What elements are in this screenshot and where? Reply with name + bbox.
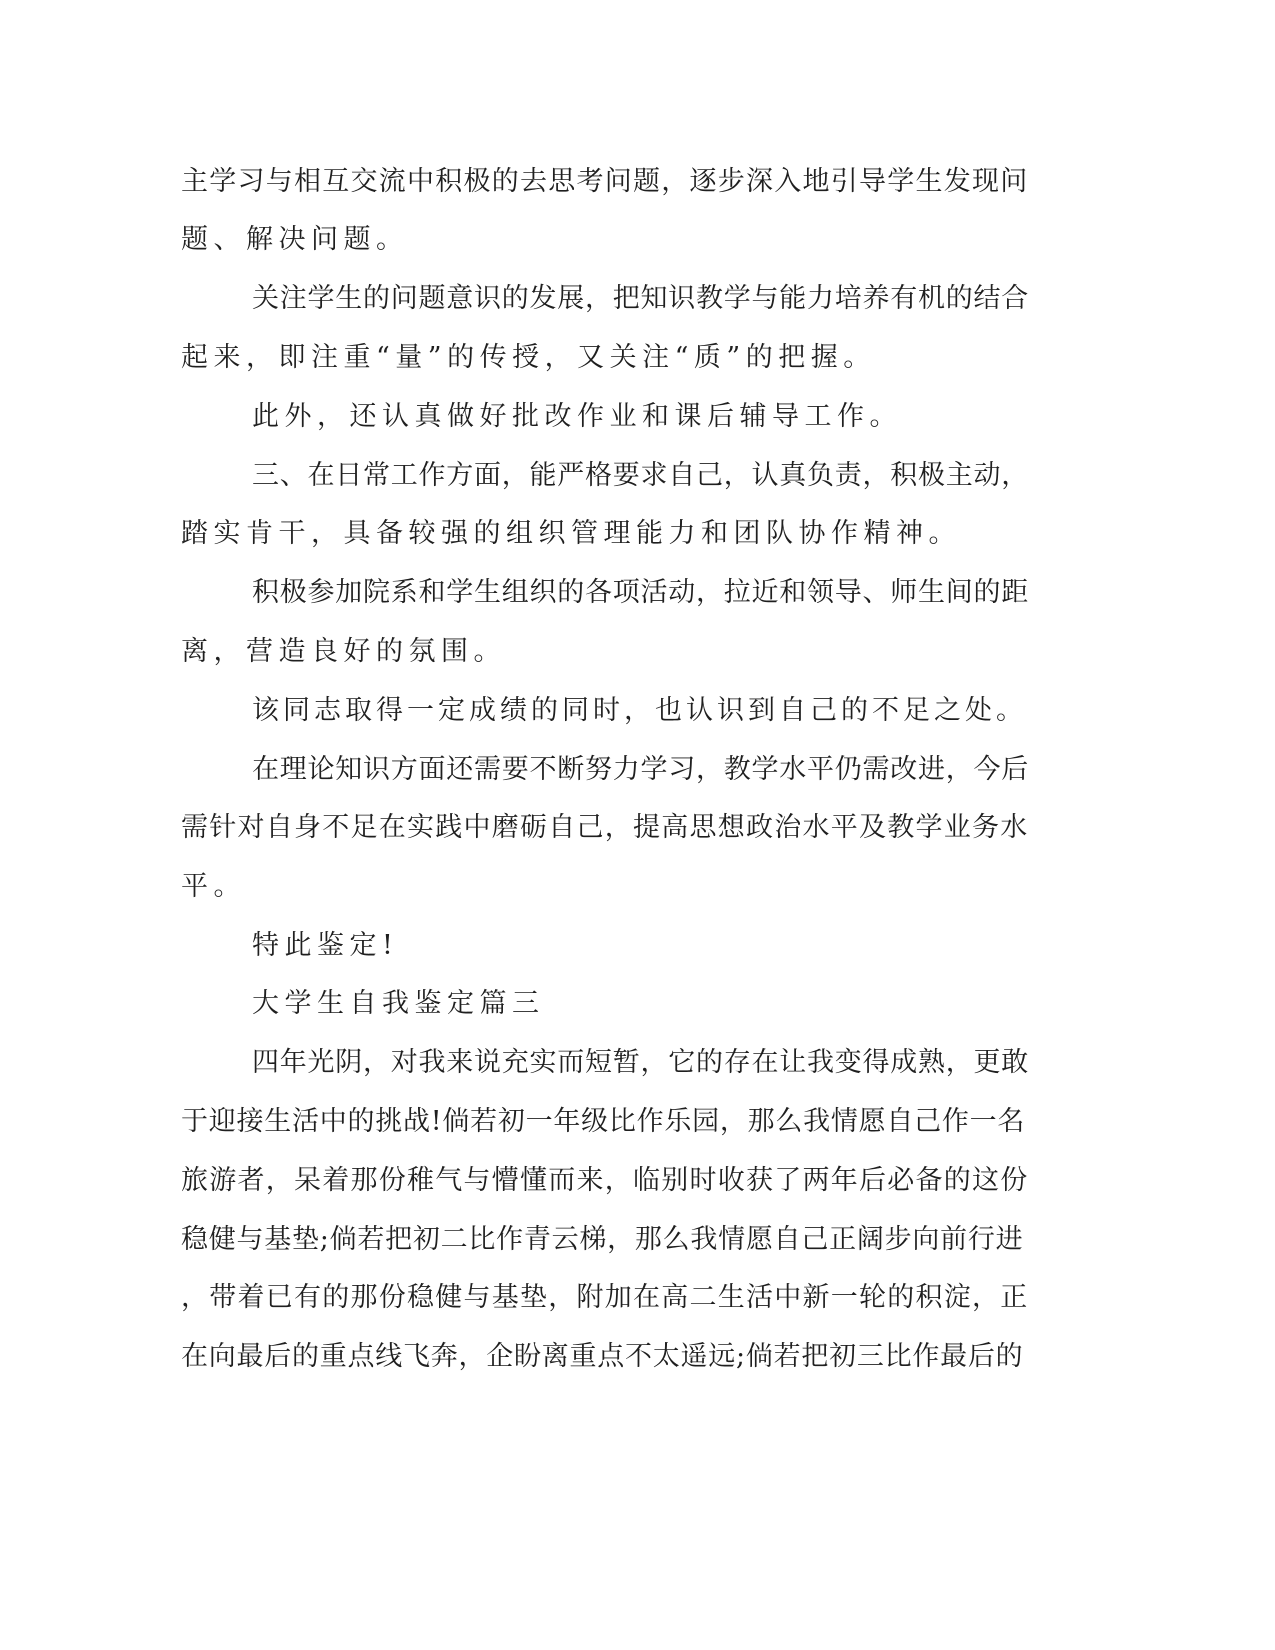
text-line: 离，营造良好的氛围。	[181, 636, 506, 667]
text-line: 关注学生的问题意识的发展，把知识教学与能力培养有机的结合	[252, 283, 1029, 314]
text-line: 积极参加院系和学生组织的各项活动，拉近和领导、师生间的距	[252, 577, 1029, 608]
text-line: 需针对自身不足在实践中磨砺自己，提高思想政治水平及教学业务水	[181, 812, 1029, 843]
text-line: 特此鉴定!	[252, 930, 399, 961]
text-line: 起来，即注重“量”的传授，又关注“质”的把握。	[181, 342, 876, 373]
text-line: 三、在日常工作方面，能严格要求自己，认真负责，积极主动，	[252, 460, 1029, 491]
text-line: ，带着已有的那份稳健与基垫，附加在高二生活中新一轮的积淀，正	[181, 1282, 1029, 1313]
text-line: 于迎接生活中的挑战!倘若初一年级比作乐园，那么我情愿自己作一名	[181, 1106, 1026, 1137]
text-line: 旅游者，呆着那份稚气与懵懂而来，临别时收获了两年后必备的这份	[181, 1165, 1029, 1196]
text-line: 主学习与相互交流中积极的去思考问题，逐步深入地引导学生发现问	[181, 166, 1029, 197]
text-line: 在理论知识方面还需要不断努力学习，教学水平仍需改进，今后	[252, 754, 1029, 785]
text-line: 此外，还认真做好批改作业和课后辅导工作。	[252, 401, 902, 432]
section-heading: 大学生自我鉴定篇三	[252, 988, 545, 1019]
text-line: 该同志取得一定成绩的同时，也认识到自己的不足之处。	[252, 695, 1027, 726]
text-line: 四年光阴，对我来说充实而短暂，它的存在让我变得成熟，更敢	[252, 1047, 1029, 1078]
text-line: 平。	[181, 871, 246, 902]
text-line: 在向最后的重点线飞奔，企盼离重点不太遥远;倘若把初三比作最后的	[181, 1341, 1024, 1372]
text-line: 踏实肯干，具备较强的组织管理能力和团队协作精神。	[181, 518, 961, 549]
text-line: 稳健与基垫;倘若把初二比作青云梯，那么我情愿自己正阔步向前行进	[181, 1224, 1024, 1255]
text-line: 题、解决问题。	[181, 224, 409, 255]
